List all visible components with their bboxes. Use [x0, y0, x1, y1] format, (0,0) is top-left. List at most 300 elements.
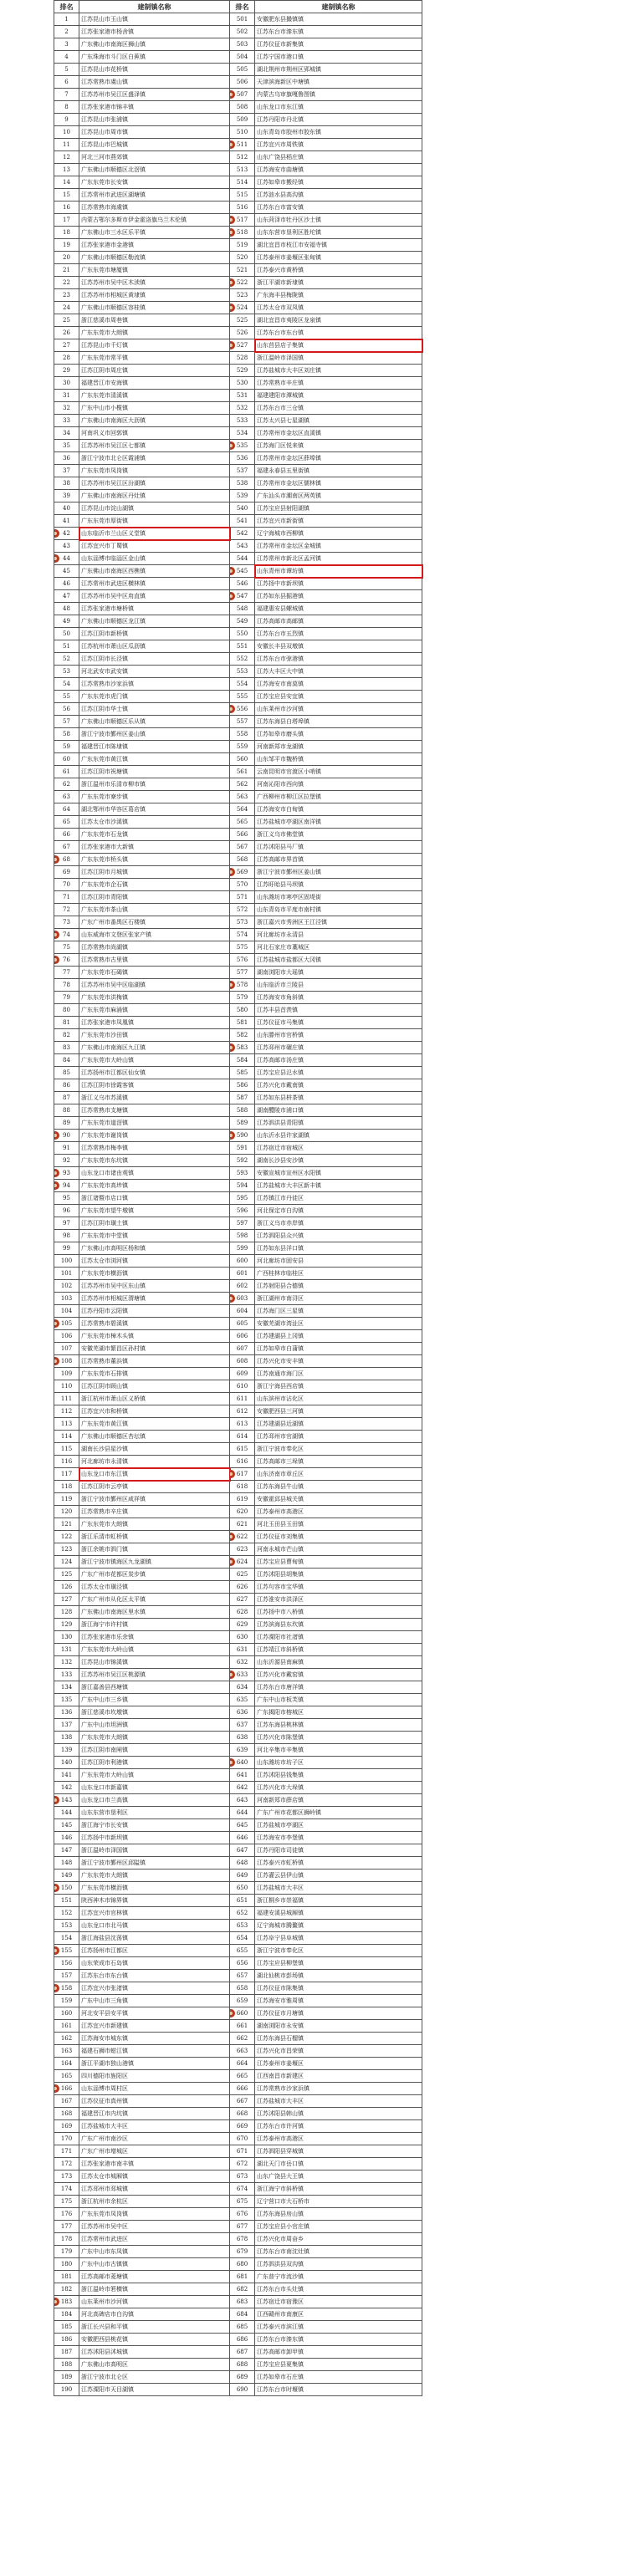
rank-left-text: 50	[63, 630, 70, 637]
rank-right-cell	[230, 703, 255, 716]
rank-left-text: 108	[60, 1358, 73, 1365]
name-right-text: 广西柳州市柳江区拉堡镇	[257, 793, 321, 800]
rank-right-cell	[230, 1807, 255, 1819]
rank-right-text: 640	[236, 1759, 248, 1766]
rank-right-cell	[230, 1242, 255, 1255]
rank-left-cell	[54, 26, 79, 38]
name-left-text: 广东珠海市斗门区白蕉镇	[81, 54, 146, 60]
name-left-cell	[79, 1895, 230, 1907]
rank-right-text: 541	[236, 518, 248, 524]
name-right-text: 江苏兴化市戴窑镇	[257, 1671, 304, 1678]
name-right-cell	[255, 2246, 422, 2258]
name-right-cell	[255, 327, 422, 339]
table-row	[54, 791, 422, 803]
name-left-text: 浙江乐清市虹桥镇	[81, 1533, 128, 1540]
rank-right-cell	[230, 302, 255, 314]
rank-right-text: 550	[236, 630, 248, 637]
name-right-cell	[255, 1079, 422, 1092]
rank-right-text: 531	[236, 392, 248, 399]
rank-right-cell	[230, 2233, 255, 2246]
rank-left-cell	[54, 277, 79, 289]
name-right-text: 江苏靖江市斜桥镇	[257, 1646, 304, 1653]
rank-left-cell	[54, 2308, 79, 2321]
name-left-text: 广东东莞市谢岗镇	[81, 1132, 128, 1139]
table-row	[54, 854, 422, 866]
name-right-text: 浙江湖州市南浔区	[257, 1295, 304, 1302]
name-right-cell	[255, 1807, 422, 1819]
name-right-text: 江苏仪征市马集镇	[257, 1019, 304, 1026]
name-right-text: 湖北仙桃市彭场镇	[257, 1972, 304, 1979]
table-row	[54, 904, 422, 916]
table-row	[54, 1782, 422, 1794]
name-left-cell	[79, 1481, 230, 1493]
rank-left-text: 141	[60, 1772, 73, 1778]
name-left-cell	[79, 151, 230, 164]
table-row	[54, 1732, 422, 1744]
rank-left-cell	[54, 1857, 79, 1870]
name-right-cell	[255, 1619, 422, 1631]
rank-right-cell	[230, 1318, 255, 1330]
rank-left-cell	[54, 402, 79, 415]
name-left-text: 江苏苏州市吴江区桃源镇	[81, 1671, 146, 1678]
name-left-cell	[79, 51, 230, 64]
name-left-cell	[79, 929, 230, 941]
name-left-text: 江苏常熟市碧溪镇	[81, 1320, 128, 1327]
name-left-cell	[79, 653, 230, 666]
rank-right-text: 673	[236, 2173, 248, 2180]
name-right-cell	[255, 1330, 422, 1343]
table-row	[54, 1518, 422, 1531]
name-left-cell	[79, 1769, 230, 1782]
rank-left-cell	[54, 289, 79, 302]
name-left-cell	[79, 2158, 230, 2170]
rank-right-cell	[230, 1343, 255, 1355]
name-left-cell	[79, 1857, 230, 1870]
rank-left-cell	[54, 1556, 79, 1569]
name-right-cell	[255, 1656, 422, 1669]
name-right-text: 江苏盐城市大丰区刘庄镇	[257, 367, 321, 374]
name-left-cell	[79, 1543, 230, 1556]
name-right-cell	[255, 2108, 422, 2120]
name-left-cell	[79, 1004, 230, 1017]
rank-left-text: 24	[63, 304, 70, 311]
rank-left-text: 129	[60, 1621, 73, 1628]
name-right-text: 江苏太兴县七星湖镇	[257, 417, 310, 424]
table-row	[54, 2296, 422, 2308]
name-left-cell	[79, 1405, 230, 1418]
rank-left-text: 154	[60, 1935, 73, 1941]
name-left-cell	[79, 2208, 230, 2221]
table-row	[54, 2033, 422, 2045]
name-right-text: 江苏丰县首羡镇	[257, 1007, 298, 1013]
name-right-text: 江苏如东县洋口镇	[257, 1245, 304, 1252]
rank-right-cell	[230, 565, 255, 578]
name-left-cell	[79, 716, 230, 728]
name-right-cell	[255, 967, 422, 979]
rank-right-cell	[230, 26, 255, 38]
table-row	[54, 967, 422, 979]
annotation-dot-icon	[230, 278, 236, 287]
rank-right-cell	[230, 941, 255, 954]
rank-left-cell	[54, 1155, 79, 1167]
rank-left-text: 42	[63, 530, 70, 537]
rank-left-text: 16	[63, 204, 70, 211]
rank-left-cell	[54, 2108, 79, 2120]
rank-left-text: 137	[60, 1722, 73, 1728]
rank-right-text: 647	[236, 1847, 248, 1854]
rank-left-text: 116	[60, 1458, 73, 1465]
rank-right-text: 592	[236, 1157, 248, 1164]
rank-right-text: 506	[236, 79, 248, 85]
name-left-cell	[79, 992, 230, 1004]
rank-left-text: 131	[60, 1646, 73, 1653]
name-right-cell	[255, 1268, 422, 1280]
table-row	[54, 502, 422, 515]
rank-left-text: 152	[60, 1910, 73, 1916]
name-right-text: 江苏太仓市双凤镇	[257, 304, 304, 311]
name-left-cell	[79, 415, 230, 427]
rank-left-cell	[54, 201, 79, 214]
rank-left-text: 155	[60, 1947, 73, 1954]
name-right-text: 安徽肥西县三河镇	[257, 1408, 304, 1415]
name-right-cell	[255, 277, 422, 289]
name-right-text: 江苏仪征市刘集镇	[257, 1533, 304, 1540]
name-left-text: 湖南长沙县星沙镇	[81, 1446, 128, 1452]
table-row	[54, 1644, 422, 1656]
name-right-cell	[255, 1706, 422, 1719]
rank-right-text: 597	[236, 1220, 248, 1227]
rank-left-text: 168	[60, 2110, 73, 2117]
rank-left-text: 39	[63, 492, 70, 499]
rank-left-text: 63	[63, 793, 70, 800]
name-left-cell	[79, 427, 230, 440]
rank-left-cell	[54, 1230, 79, 1242]
rank-right-cell	[230, 327, 255, 339]
rank-left-cell	[54, 753, 79, 766]
name-left-cell	[79, 1192, 230, 1205]
rank-left-text: 126	[60, 1584, 73, 1590]
rank-left-text: 109	[60, 1370, 73, 1377]
rank-right-text: 540	[236, 505, 248, 512]
table-row	[54, 1167, 422, 1180]
rank-left-text: 2	[64, 28, 69, 35]
name-right-cell	[255, 1644, 422, 1656]
name-right-text: 福建安溪县城厢镇	[257, 1910, 304, 1916]
table-row	[54, 515, 422, 528]
name-right-cell	[255, 2308, 422, 2321]
name-right-cell	[255, 2158, 422, 2170]
table-row	[54, 1180, 422, 1192]
rank-right-cell	[230, 967, 255, 979]
name-right-cell	[255, 2208, 422, 2221]
name-right-cell	[255, 151, 422, 164]
rank-left-text: 160	[60, 2010, 73, 2017]
name-right-text: 山东沂源县南麻镇	[257, 1659, 304, 1665]
rank-right-cell	[230, 2007, 255, 2020]
rank-left-text: 6	[64, 79, 69, 85]
rank-left-text: 169	[60, 2123, 73, 2130]
rank-right-cell	[230, 1832, 255, 1844]
rank-left-cell	[54, 2258, 79, 2271]
rank-right-cell	[230, 2070, 255, 2083]
name-right-cell	[255, 1543, 422, 1556]
rank-left-text: 148	[60, 1859, 73, 1866]
name-right-text: 江苏泗洪县青阳镇	[257, 1120, 304, 1126]
rank-left-cell	[54, 1293, 79, 1305]
name-left-cell	[79, 854, 230, 866]
rank-left-cell	[54, 2334, 79, 2346]
name-left-cell	[79, 1255, 230, 1268]
table-row	[54, 666, 422, 678]
name-left-cell	[79, 1092, 230, 1104]
rank-left-text: 134	[60, 1684, 73, 1691]
name-right-text: 浙江温岭市泽国镇	[257, 355, 304, 361]
rank-right-text: 663	[236, 2048, 248, 2054]
rank-left-text: 38	[63, 480, 70, 487]
name-right-cell	[255, 1380, 422, 1393]
name-left-text: 广东东莞市黄江镇	[81, 1421, 128, 1427]
name-left-cell	[79, 1757, 230, 1769]
name-left-cell	[79, 2258, 230, 2271]
name-left-text: 江苏扬中市新坝镇	[81, 1834, 128, 1841]
name-left-text: 广东佛山市顺德区容桂镇	[81, 304, 146, 311]
name-right-cell	[255, 390, 422, 402]
name-left-text: 广东广州市从化区太平镇	[81, 1596, 146, 1603]
name-left-cell	[79, 1117, 230, 1130]
rank-left-text: 25	[63, 317, 70, 324]
table-row	[54, 2346, 422, 2359]
name-right-cell	[255, 1493, 422, 1506]
name-right-text: 江西南昌市新建区	[257, 2073, 304, 2079]
table-row	[54, 1443, 422, 1456]
rank-left-cell	[54, 252, 79, 264]
rank-left-text: 61	[63, 768, 70, 775]
rank-right-text: 572	[236, 906, 248, 913]
name-left-text: 江苏昆山市千灯镇	[81, 342, 128, 349]
rank-right-text: 596	[236, 1207, 248, 1214]
rank-left-text: 57	[63, 718, 70, 725]
name-left-cell	[79, 452, 230, 465]
name-left-text: 江苏太仓市沙溪镇	[81, 819, 128, 825]
name-left-text: 山东淄博市周村区	[81, 2085, 128, 2092]
name-right-cell	[255, 1431, 422, 1443]
rank-right-text: 681	[236, 2273, 248, 2280]
name-right-cell	[255, 1506, 422, 1518]
name-left-cell	[79, 1619, 230, 1631]
rank-right-text: 513	[236, 166, 248, 173]
name-left-text: 广东广州市增城区	[81, 2148, 128, 2155]
name-left-text: 江苏江阴市华士镇	[81, 706, 128, 712]
rank-left-text: 177	[60, 2223, 73, 2230]
table-row	[54, 126, 422, 139]
rank-right-cell	[230, 189, 255, 201]
name-left-cell	[79, 2359, 230, 2371]
rank-left-cell	[54, 114, 79, 126]
name-right-cell	[255, 452, 422, 465]
table-row	[54, 1117, 422, 1130]
rank-right-text: 641	[236, 1772, 248, 1778]
name-left-cell	[79, 114, 230, 126]
rank-right-text: 560	[236, 756, 248, 763]
name-left-cell	[79, 829, 230, 841]
name-right-cell	[255, 916, 422, 929]
rank-right-text: 639	[236, 1747, 248, 1753]
name-right-text: 江苏泗洪县双沟镇	[257, 2261, 304, 2267]
name-right-cell	[255, 1092, 422, 1104]
rank-left-cell	[54, 1581, 79, 1594]
name-left-text: 江苏太仓市璜泾镇	[81, 1584, 128, 1590]
rank-left-cell	[54, 653, 79, 666]
rank-left-cell	[54, 2359, 79, 2371]
table-row	[54, 653, 422, 666]
name-right-text: 江苏常熟市辛庄镇	[257, 380, 304, 386]
rank-right-cell	[230, 2359, 255, 2371]
rank-right-cell	[230, 1907, 255, 1920]
rank-left-text: 26	[63, 329, 70, 336]
name-right-cell	[255, 64, 422, 76]
rank-right-cell	[230, 1882, 255, 1895]
rank-right-text: 684	[236, 2311, 248, 2318]
rank-left-cell	[54, 916, 79, 929]
name-left-cell	[79, 1594, 230, 1606]
name-right-text: 山东潍坊市寒亭区固堤街	[257, 894, 321, 900]
rank-left-text: 73	[63, 919, 70, 926]
name-left-cell	[79, 941, 230, 954]
rank-right-cell	[230, 2158, 255, 2170]
table-row	[54, 1895, 422, 1907]
name-left-text: 江苏丹阳市云阳镇	[81, 1308, 128, 1314]
rank-left-cell	[54, 1054, 79, 1067]
name-right-cell	[255, 1631, 422, 1644]
rank-right-text: 586	[236, 1082, 248, 1089]
rank-left-cell	[54, 1217, 79, 1230]
rank-right-text: 582	[236, 1032, 248, 1038]
name-left-text: 广东佛山市南海区丹灶镇	[81, 492, 146, 499]
rank-left-cell	[54, 2271, 79, 2283]
rank-right-text: 547	[236, 593, 248, 599]
name-left-cell	[79, 565, 230, 578]
name-right-cell	[255, 51, 422, 64]
rank-left-cell	[54, 1456, 79, 1468]
rank-right-text: 562	[236, 781, 248, 788]
rank-right-text: 585	[236, 1069, 248, 1076]
table-row	[54, 979, 422, 992]
table-row	[54, 1882, 422, 1895]
name-right-cell	[255, 1581, 422, 1594]
name-left-cell	[79, 264, 230, 277]
table-row	[54, 1092, 422, 1104]
name-right-cell	[255, 1719, 422, 1732]
name-left-cell	[79, 766, 230, 778]
rank-left-text: 100	[60, 1257, 73, 1264]
table-row	[54, 2095, 422, 2108]
name-left-cell	[79, 490, 230, 502]
table-row	[54, 778, 422, 791]
name-right-cell	[255, 314, 422, 327]
rank-left-cell	[54, 1744, 79, 1757]
name-right-cell	[255, 778, 422, 791]
name-left-cell	[79, 1719, 230, 1732]
rank-right-text: 587	[236, 1094, 248, 1101]
annotation-dot-icon	[54, 1796, 60, 1804]
rank-left-cell	[54, 415, 79, 427]
rank-left-text: 163	[60, 2048, 73, 2054]
name-left-text: 江苏宜兴市官林镇	[81, 1910, 128, 1916]
name-left-text: 江苏常熟市支塘镇	[81, 1107, 128, 1114]
name-right-text: 江苏泰州市高港区	[257, 1508, 304, 1515]
name-left-cell	[79, 2221, 230, 2233]
name-left-text: 江苏仪征市真州镇	[81, 2098, 128, 2104]
annotation-dot-icon	[230, 1533, 236, 1541]
name-left-cell	[79, 64, 230, 76]
rank-right-cell	[230, 465, 255, 477]
rank-left-cell	[54, 1205, 79, 1217]
table-row	[54, 1920, 422, 1932]
name-right-cell	[255, 1844, 422, 1857]
name-left-cell	[79, 2070, 230, 2083]
rank-right-text: 580	[236, 1007, 248, 1013]
name-left-cell	[79, 1506, 230, 1518]
rank-right-text: 566	[236, 831, 248, 838]
name-left-cell	[79, 615, 230, 628]
name-right-text: 江苏如皋市石庄镇	[257, 2374, 304, 2380]
rank-right-cell	[230, 1255, 255, 1268]
name-right-text: 江苏溧阳市社渚镇	[257, 1634, 304, 1640]
name-right-text: 江苏泰州市高港区	[257, 2135, 304, 2142]
name-right-cell	[255, 2120, 422, 2133]
name-right-text: 广东广州市花都区狮岭镇	[257, 1809, 321, 1816]
name-right-text: 浙江宁波市奉化区	[257, 1446, 304, 1452]
rank-left-cell	[54, 1844, 79, 1857]
rank-right-cell	[230, 1431, 255, 1443]
rank-right-cell	[230, 1293, 255, 1305]
rank-right-text: 523	[236, 292, 248, 298]
name-left-text: 江苏江阴市利港镇	[81, 1759, 128, 1766]
rank-left-text: 178	[60, 2236, 73, 2242]
name-left-cell	[79, 1518, 230, 1531]
table-row	[54, 1569, 422, 1581]
name-right-text: 江苏镇江市丹徒区	[257, 1195, 304, 1201]
name-left-cell	[79, 2058, 230, 2070]
rank-left-cell	[54, 502, 79, 515]
name-left-text: 江苏江阴市南闸镇	[81, 1747, 128, 1753]
name-right-cell	[255, 1029, 422, 1042]
name-left-cell	[79, 1029, 230, 1042]
rank-left-cell	[54, 716, 79, 728]
name-right-cell	[255, 1130, 422, 1142]
rank-left-cell	[54, 1130, 79, 1142]
name-left-cell	[79, 1268, 230, 1280]
name-left-cell	[79, 2120, 230, 2133]
name-right-text: 河北廊坊市固安县	[257, 1257, 304, 1264]
name-left-cell	[79, 1079, 230, 1092]
rank-right-text: 565	[236, 819, 248, 825]
rank-left-text: 97	[63, 1220, 70, 1227]
rank-right-cell	[230, 2145, 255, 2158]
rank-left-cell	[54, 126, 79, 139]
name-right-text: 江苏海安市南莫镇	[257, 681, 304, 687]
name-right-cell	[255, 1819, 422, 1832]
rank-left-cell	[54, 1870, 79, 1882]
rank-right-cell	[230, 1757, 255, 1769]
name-left-cell	[79, 1606, 230, 1619]
table-row	[54, 2120, 422, 2133]
name-right-text: 江苏沭阳县韩山镇	[257, 2110, 304, 2117]
rank-left-text: 172	[60, 2160, 73, 2167]
name-right-text: 江苏阜宁县阜城镇	[257, 1935, 304, 1941]
name-left-cell	[79, 1656, 230, 1669]
name-right-text: 安徽霍邱县城关镇	[257, 1496, 304, 1502]
